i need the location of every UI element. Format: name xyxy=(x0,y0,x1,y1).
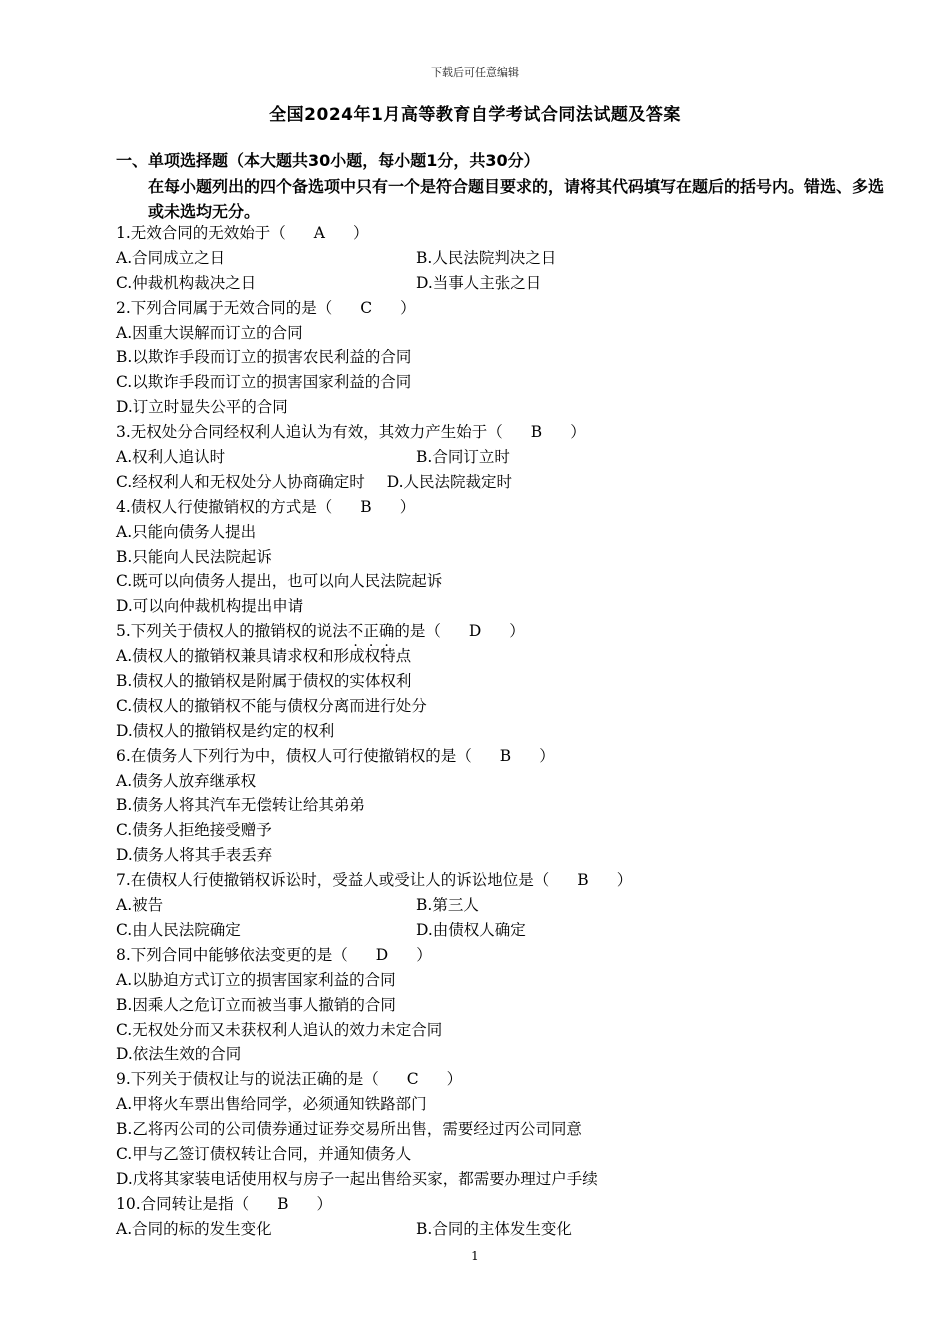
question-stem: 9.下列关于债权让与的说法正确的是（ C ） xyxy=(116,1067,896,1092)
question-stem: 6.在债务人下列行为中，债权人可行使撤销权的是（ B ） xyxy=(116,744,896,769)
option: A.合同的标的发生变化 xyxy=(116,1219,272,1238)
question-list xyxy=(116,221,896,1242)
option: B.只能向人民法院起诉 xyxy=(116,547,272,566)
option: A.合同成立之日 xyxy=(116,248,226,267)
option: B.合同订立时 xyxy=(416,448,510,467)
question-stem: 8.下列合同中能够依法变更的是（ D ） xyxy=(116,943,896,968)
question-stem: 3.无权处分合同经权利人追认为有效，其效力产生始于（ B ） xyxy=(116,420,896,445)
option: B.第三人 xyxy=(416,896,479,915)
option: B.债权人的撤销权是附属于债权的实体权利 xyxy=(116,672,412,691)
answer-letter: B xyxy=(577,871,589,890)
section-instruction: 在每小题列出的四个备选项中只有一个是符合题目要求的，请将其代码填写在题后的括号内。错选、多选或未选均无分。 xyxy=(148,177,885,221)
option: C.既可以向债务人提出，也可以向人民法院起诉 xyxy=(116,572,443,591)
option: D.当事人主张之日 xyxy=(416,273,542,292)
question-stem: 7.在债权人行使撤销权诉讼时，受益人或受让人的诉讼地位是（ B ） xyxy=(116,868,896,893)
option: D.由债权人确定 xyxy=(416,920,526,939)
header-note: 下载后可任意编辑 xyxy=(431,66,519,79)
option: A.债权人的撤销权兼具请求权和形成权特点 xyxy=(116,647,412,666)
answer-letter: B xyxy=(530,423,543,442)
option: A.因重大误解而订立的合同 xyxy=(116,323,303,342)
option: B.债务人将其汽车无偿转让给其弟弟 xyxy=(116,796,365,815)
option: D.债务人将其手表丢弃 xyxy=(116,846,273,865)
option: A.债务人放弃继承权 xyxy=(116,771,257,790)
option: C.以欺诈手段而订立的损害国家利益的合同 xyxy=(116,373,412,392)
answer-letter: A xyxy=(313,224,325,242)
section-heading: 一、单项选择题（本大题共30小题，每小题1分，共30分） xyxy=(116,151,540,170)
option: A.被告 xyxy=(116,896,164,915)
emph-char: 正 xyxy=(363,622,379,641)
option: C.债务人拒绝接受赠予 xyxy=(116,821,272,840)
question-stem: 5.下列关于债权人的撤销权的说法不正确的是（ D ） xyxy=(116,619,896,644)
option: D.戊将其家装电话使用权与房子一起出售给买家，都需要办理过户手续 xyxy=(116,1169,598,1188)
document-title: 全国2024年1月高等教育自学考试合同法试题及答案 xyxy=(269,105,681,125)
option-row xyxy=(116,893,896,918)
option: D.可以向仲裁机构提出申请 xyxy=(116,597,304,616)
answer-letter: B xyxy=(360,497,372,516)
option: D.人民法院裁定时 xyxy=(386,472,513,491)
option: B.乙将丙公司的公司债券通过证券交易所出售，需要经过丙公司同意 xyxy=(116,1120,582,1139)
option: A.以胁迫方式订立的损害国家利益的合同 xyxy=(116,970,396,989)
option: B.以欺诈手段而订立的损害农民利益的合同 xyxy=(116,348,412,367)
option-row xyxy=(116,271,896,296)
question-stem: 10.合同转让是指（ B ） xyxy=(116,1192,896,1217)
option: C.无权处分而又未获权利人追认的效力未定合同 xyxy=(116,1020,443,1039)
option-row xyxy=(116,470,896,495)
option: A.权利人追认时 xyxy=(116,448,226,467)
option-row xyxy=(116,246,896,271)
option: C.由人民法院确定 xyxy=(116,920,241,939)
option: B.因乘人之危订立而被当事人撤销的合同 xyxy=(116,995,396,1014)
answer-letter: D xyxy=(375,945,389,964)
emph-char: 不 xyxy=(347,622,364,641)
emph-char: 确 xyxy=(378,622,395,641)
emphasized-text xyxy=(348,622,395,640)
option-row xyxy=(116,445,896,470)
option: D.依法生效的合同 xyxy=(116,1045,242,1064)
question-stem: 1.无效合同的无效始于（ A ） xyxy=(116,221,896,246)
option: C.仲裁机构裁决之日 xyxy=(116,273,257,292)
answer-letter: B xyxy=(499,746,512,765)
option: C.债权人的撤销权不能与债权分离而进行处分 xyxy=(116,696,427,715)
option: D.债权人的撤销权是约定的权利 xyxy=(116,721,335,740)
option: B.合同的主体发生变化 xyxy=(416,1219,572,1238)
question-stem: 2.下列合同属于无效合同的是（ C ） xyxy=(116,296,896,321)
option-row xyxy=(116,1217,896,1242)
option: C.经权利人和无权处分人协商确定时 xyxy=(116,472,365,491)
option: B.人民法院判决之日 xyxy=(416,248,557,267)
option: A.甲将火车票出售给同学，必须通知铁路部门 xyxy=(116,1095,427,1114)
answer-letter: C xyxy=(406,1070,419,1089)
option: D.订立时显失公平的合同 xyxy=(116,398,288,417)
question-stem: 4.债权人行使撤销权的方式是（ B ） xyxy=(116,495,896,520)
answer-letter: B xyxy=(277,1194,289,1213)
page-number: 1 xyxy=(471,1249,479,1263)
option-row xyxy=(116,918,896,943)
option: C.甲与乙签订债权转让合同，并通知债务人 xyxy=(116,1144,412,1163)
option: A.只能向债务人提出 xyxy=(116,522,257,541)
answer-letter: D xyxy=(468,622,482,641)
answer-letter: C xyxy=(360,298,373,317)
